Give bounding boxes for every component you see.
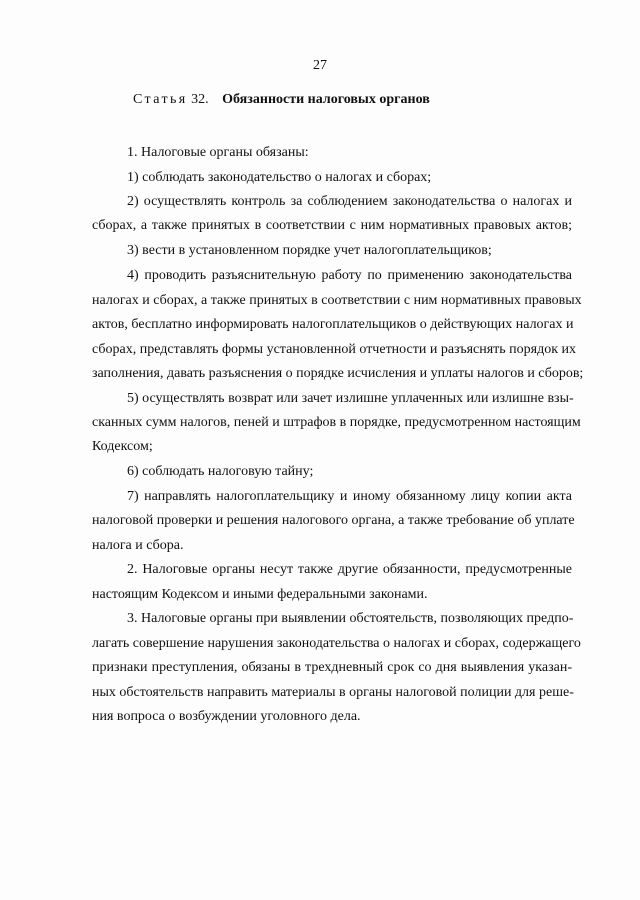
text-line: налоговой проверки и решения налогового органа, а также требование об уплате — [92, 513, 575, 528]
text-line: 5) осуществлять возврат или зачет излишне уплаченных или излишне взы- — [127, 391, 574, 406]
text-line: 2) осуществлять контроль за соблюдением законодательства о налогах и — [127, 194, 572, 209]
text-line: налогах и сборах, а также принятых в соответствии с ним нормативных правовых — [92, 293, 582, 308]
text-line: 3) вести в установленном порядке учет налогоплательщиков; — [127, 243, 492, 258]
text-line: заполнения, давать разъяснения о порядке исчисления и уплаты налогов и сборов; — [92, 366, 584, 381]
text-line: 1) соблюдать законодательство о налогах и сборах; — [127, 170, 432, 185]
page-number: 27 — [313, 58, 327, 73]
text-line: признаки преступления, обязаны в трехдневный срок со дня выявления указан- — [92, 660, 572, 675]
text-line: сборах, а также принятых в соответствии с ним нормативных правовых актов; — [92, 218, 572, 233]
text-line: сканных сумм налогов, пеней и штрафов в порядке, предусмотренном настоящим — [92, 415, 581, 430]
text-line: 3. Налоговые органы при выявлении обстоятельств, позволяющих предпо- — [127, 611, 574, 626]
text-line: сборах, представлять формы установленной отчетности и разъяснять порядок их — [92, 342, 577, 357]
article-label: Статья — [133, 92, 188, 107]
text-line: ных обстоятельств направить материалы в органы налоговой полиции для реше- — [92, 685, 574, 700]
article-heading — [133, 92, 430, 108]
article-number: 32. — [191, 92, 209, 107]
text-line: лагать совершение нарушения законодательства о налогах и сборах, содержащего — [92, 636, 581, 651]
text-line: 7) направлять налогоплательщику и иному обязанному лицу копии акта — [127, 489, 572, 504]
text-line: 1. Налоговые органы обязаны: — [127, 145, 309, 160]
text-line: настоящим Кодексом и иными федеральными законами. — [92, 587, 428, 602]
text-line: ния вопроса о возбуждении уголовного дела. — [92, 709, 361, 724]
article-title: Обязанности налоговых органов — [222, 92, 430, 107]
text-line: актов, бесплатно информировать налогоплательщиков о действующих налогах и — [92, 317, 574, 332]
text-line: Кодексом; — [92, 439, 153, 454]
text-line: 4) проводить разъяснительную работу по применению законодательства — [127, 268, 572, 283]
text-line: 6) соблюдать налоговую тайну; — [127, 464, 314, 479]
text-line: налога и сбора. — [92, 538, 184, 553]
text-line: 2. Налоговые органы несут также другие обязанности, предусмотренные — [127, 562, 572, 577]
